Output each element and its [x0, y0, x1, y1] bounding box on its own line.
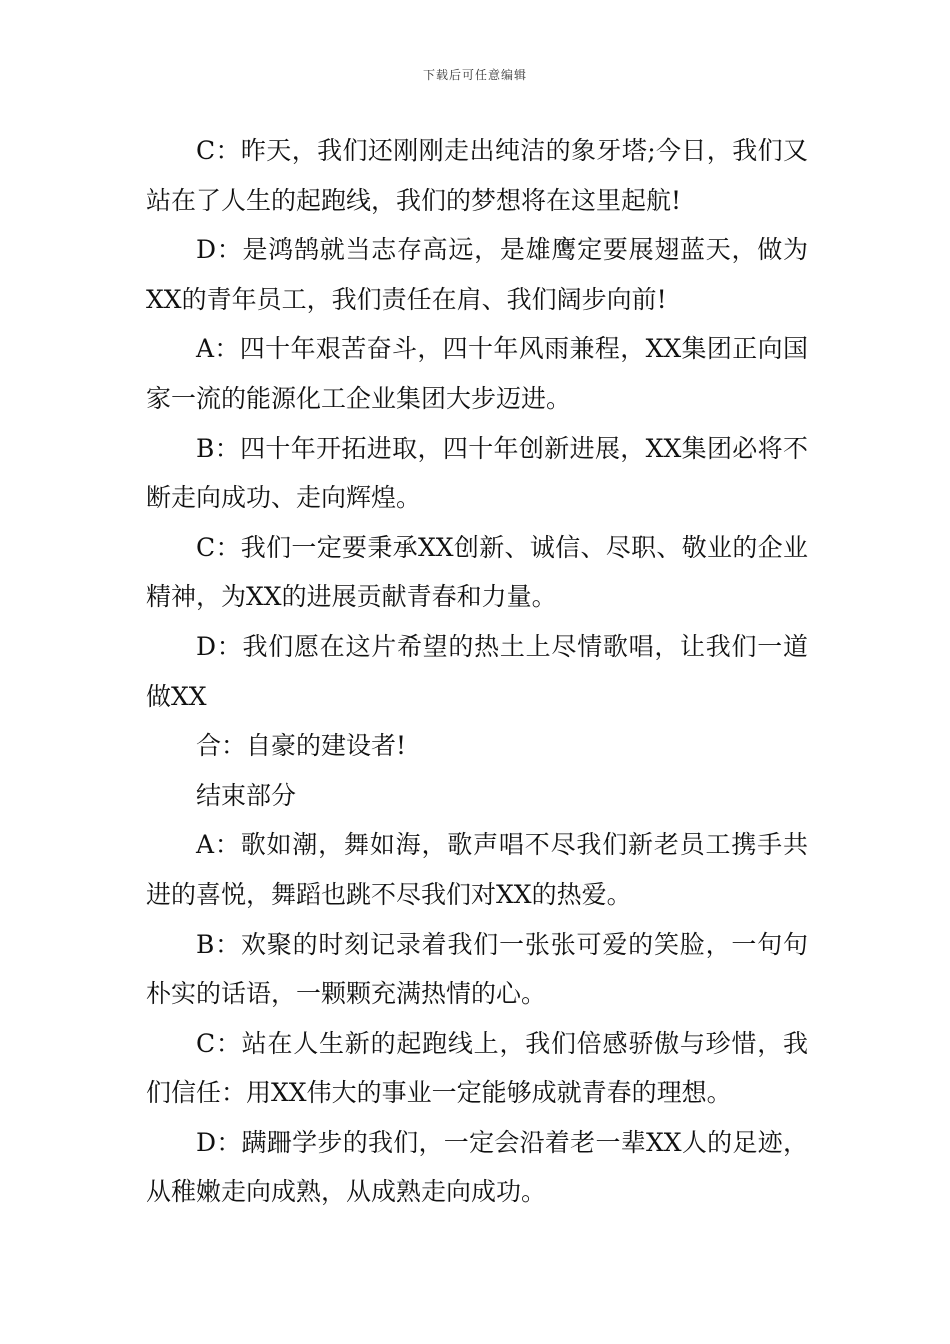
paragraph-d-ambition: D：是鸿鹄就当志存高远，是雄鹰定要展翅蓝天，做为XX的青年员工，我们责任在肩、我们阔步向前! — [146, 235, 808, 314]
paragraph-b-gathering: B：欢聚的时刻记录着我们一张张可爱的笑脸，一句句朴实的话语，一颗颗充满热情的心。 — [146, 929, 808, 1009]
page-header-note: 下载后可任意编辑 — [422, 68, 527, 82]
paragraph-a-forty-years: A：四十年艰苦奋斗，四十年风雨兼程，XX集团正向国家一流的能源化工企业集团大步迈进。 — [146, 334, 808, 413]
paragraph-c-yesterday: C：昨天，我们还刚刚走出纯洁的象牙塔;今日，我们又站在了人生的起跑线，我们的梦想将在这里起航! — [146, 136, 808, 215]
document-body — [146, 126, 808, 1217]
paragraph-b-innovation: B：四十年开拓进取，四十年创新进展，XX集团必将不断走向成功、走向辉煌。 — [146, 433, 808, 513]
paragraph-d-footsteps: D：蹒跚学步的我们，一定会沿着老一辈XX人的足迹，从稚嫩走向成熟，从成熟走向成功。 — [146, 1127, 808, 1207]
paragraph-a-song: A：歌如潮，舞如海，歌声唱不尽我们新老员工携手共进的喜悦，舞蹈也跳不尽我们对XX的热爱。 — [146, 830, 808, 909]
paragraph-d-sing: D：我们愿在这片希望的热土上尽情歌唱，让我们一道做XX — [146, 631, 808, 711]
paragraph-c-spirit: C：我们一定要秉承XX创新、诚信、尽职、敬业的企业精神，为XX的进展贡献青春和力量。 — [146, 532, 808, 612]
paragraph-chorus: 合：自豪的建设者! — [196, 731, 407, 761]
paragraph-c-starting-line: C：站在人生新的起跑线上，我们倍感骄傲与珍惜，我们信任：用XX伟大的事业一定能够成就青春的理想。 — [146, 1028, 808, 1108]
section-heading-ending: 结束部分 — [196, 780, 297, 810]
